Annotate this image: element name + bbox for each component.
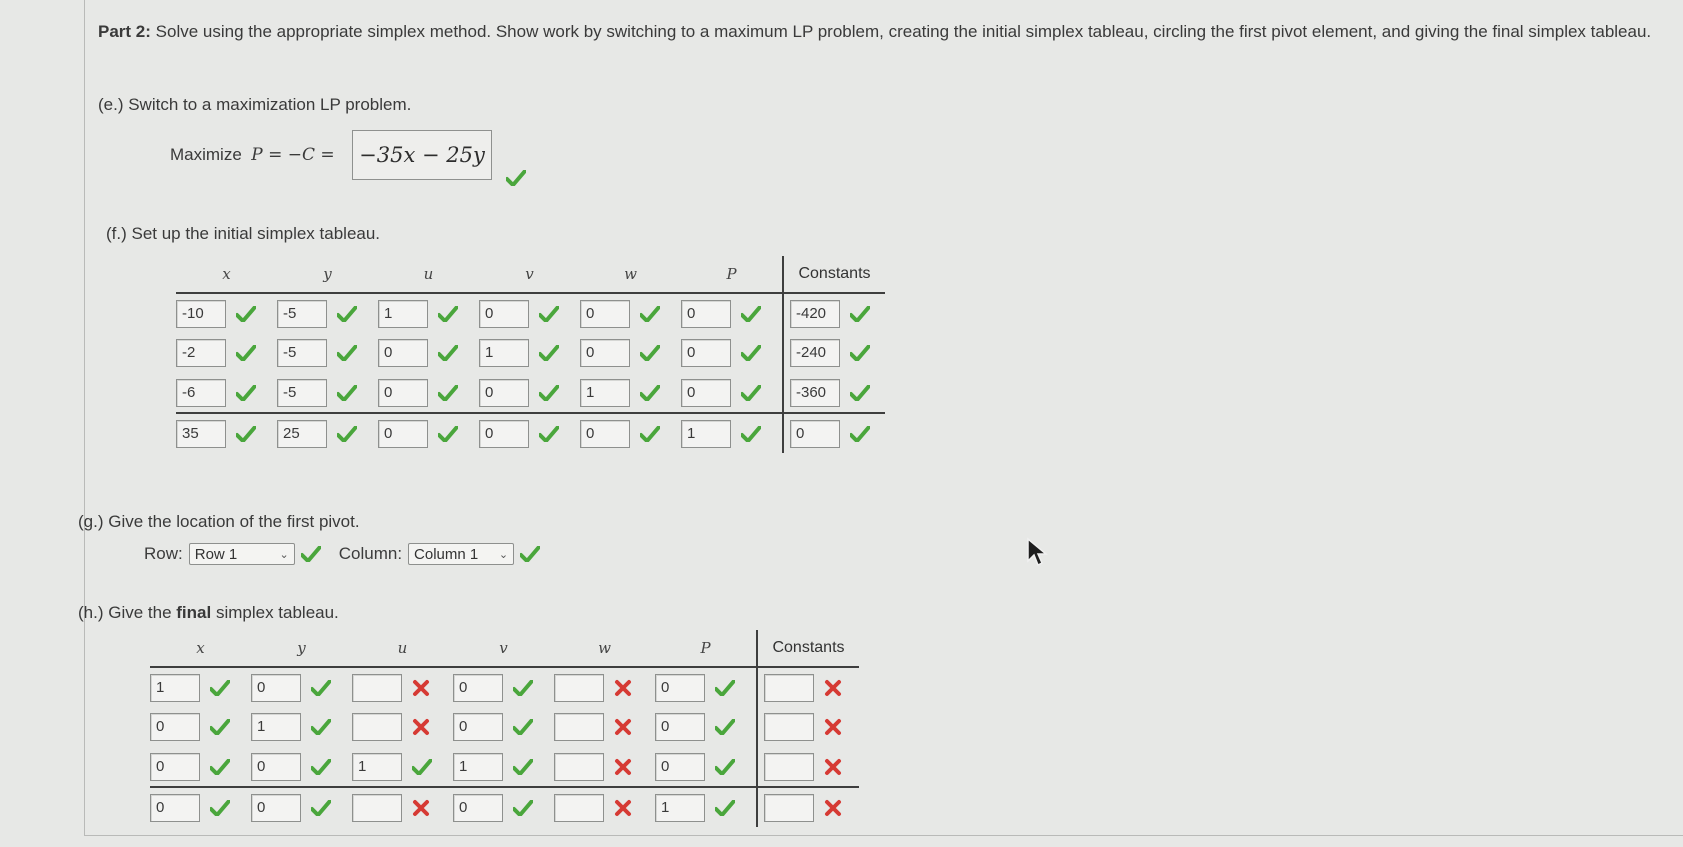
cell-wrapper: [655, 713, 756, 741]
x-mark-icon: [412, 679, 430, 697]
checkmark-icon: [539, 306, 559, 322]
cell-wrapper: [176, 339, 277, 367]
cell-wrapper: [554, 674, 655, 702]
tableau-entry-input[interactable]: 0: [479, 300, 529, 328]
column-header: u: [397, 639, 408, 657]
tableau-entry-input[interactable]: [352, 713, 402, 741]
tableau-entry-input[interactable]: -5: [277, 379, 327, 407]
final-simplex-tableau: [150, 630, 859, 827]
cell-wrapper: [150, 794, 251, 822]
cell-wrapper: [790, 300, 885, 328]
checkmark-icon: [236, 426, 256, 442]
tableau-entry-input[interactable]: [352, 674, 402, 702]
maximize-line: [170, 145, 335, 165]
checkmark-icon: [236, 385, 256, 401]
tableau-row: [176, 333, 885, 373]
checkmark-icon: [412, 759, 432, 775]
tableau-cell: [479, 333, 580, 373]
tableau-entry-input[interactable]: 0: [453, 794, 503, 822]
tableau-cell: [352, 787, 453, 827]
tableau-cell: [783, 373, 885, 413]
checkmark-icon: [311, 800, 331, 816]
objective-function-input[interactable]: −35x − 25y: [352, 130, 492, 180]
tableau-row: [176, 373, 885, 413]
tableau-cell: [378, 333, 479, 373]
tableau-cell: [176, 293, 277, 333]
cell-wrapper: [251, 713, 352, 741]
tableau-entry-input[interactable]: 1: [479, 339, 529, 367]
column-header: w: [598, 639, 611, 657]
cell-wrapper: [352, 794, 453, 822]
tableau-entry-input[interactable]: [554, 753, 604, 781]
tableau-cell: [453, 707, 554, 747]
x-mark-icon: [824, 679, 842, 697]
column-header: v: [499, 639, 508, 657]
tableau-entry-input[interactable]: -360: [790, 379, 840, 407]
checkmark-icon: [520, 546, 540, 562]
tableau-cell: [277, 333, 378, 373]
tableau-entry-input[interactable]: 1: [681, 420, 731, 448]
tableau-cell: [251, 747, 352, 787]
tableau-cell: [251, 707, 352, 747]
tableau-entry-input[interactable]: 0: [378, 379, 428, 407]
tableau-cell: [783, 333, 885, 373]
checkmark-icon: [210, 680, 230, 696]
cell-wrapper: [580, 420, 681, 448]
tableau-cell: [251, 787, 352, 827]
instructions-text: Solve using the appropriate simplex method. Show work by switching to a maximum LP problem, creating the initial simplex tableau, circling the first pivot element, and giving the final simplex tableau.: [155, 22, 1652, 41]
checkmark-icon: [741, 426, 761, 442]
tableau-entry-input[interactable]: [764, 794, 814, 822]
checkmark-icon: [715, 719, 735, 735]
checkmark-icon: [513, 759, 533, 775]
tableau-cell: [554, 787, 655, 827]
checkmark-icon: [337, 426, 357, 442]
cell-wrapper: [251, 753, 352, 781]
tableau-cell: [580, 373, 681, 413]
part-h-prompt-prefix: (h.) Give the: [78, 603, 177, 622]
tableau-cell: [554, 747, 655, 787]
tableau-cell: [681, 373, 783, 413]
tableau-cell: [655, 787, 757, 827]
tableau-cell: [757, 667, 859, 707]
row-select-value: Row 1: [194, 545, 238, 563]
checkmark-icon: [539, 426, 559, 442]
x-mark-icon: [614, 679, 632, 697]
x-mark-icon: [824, 799, 842, 817]
tableau-cell: [554, 707, 655, 747]
cell-wrapper: [277, 379, 378, 407]
tableau-cell: [757, 747, 859, 787]
column-header: v: [525, 265, 534, 283]
checkmark-icon: [337, 385, 357, 401]
maximize-label: Maximize: [170, 145, 242, 164]
cell-wrapper: [453, 753, 554, 781]
chevron-down-icon: ⌄: [498, 548, 509, 561]
tableau-row: [176, 293, 885, 333]
part-e-prompt: (e.) Switch to a maximization LP problem.: [98, 95, 412, 114]
tableau-cell: [580, 333, 681, 373]
tableau-entry-input[interactable]: 0: [378, 339, 428, 367]
cell-wrapper: [479, 339, 580, 367]
tableau-entry-input[interactable]: [554, 674, 604, 702]
cell-wrapper: [352, 713, 453, 741]
cell-wrapper: [790, 379, 885, 407]
tableau-row: [150, 747, 859, 787]
cell-wrapper: [790, 420, 885, 448]
tableau-cell: [580, 413, 681, 453]
checkmark-icon: [741, 345, 761, 361]
column-header: x: [222, 265, 231, 283]
tableau-cell: [655, 747, 757, 787]
checkmark-icon: [850, 306, 870, 322]
part-f-prompt: (f.) Set up the initial simplex tableau.: [106, 224, 381, 243]
column-header: w: [624, 265, 637, 283]
cell-wrapper: [554, 753, 655, 781]
tableau-cell: [554, 667, 655, 707]
checkmark-icon: [438, 306, 458, 322]
tableau-cell: [277, 293, 378, 333]
cell-wrapper: [790, 339, 885, 367]
cell-wrapper: [277, 300, 378, 328]
tableau-entry-input[interactable]: 0: [655, 674, 705, 702]
column-header: u: [423, 265, 434, 283]
part-h-prompt-suffix: simplex tableau.: [211, 603, 339, 622]
x-mark-icon: [412, 718, 430, 736]
tableau-cell: [176, 333, 277, 373]
tableau-entry-input[interactable]: 0: [150, 753, 200, 781]
tableau-entry-input[interactable]: [554, 794, 604, 822]
checkmark-icon: [236, 306, 256, 322]
tableau-entry-input[interactable]: 0: [580, 339, 630, 367]
cell-wrapper: [176, 420, 277, 448]
cell-wrapper: [150, 674, 251, 702]
tableau-cell: [453, 747, 554, 787]
cell-wrapper: [479, 300, 580, 328]
tableau-entry-input[interactable]: 25: [277, 420, 327, 448]
checkmark-icon: [438, 345, 458, 361]
cell-wrapper: [352, 753, 453, 781]
tableau-entry-input[interactable]: 0: [378, 420, 428, 448]
x-mark-icon: [824, 718, 842, 736]
tableau-entry-input[interactable]: 0: [580, 300, 630, 328]
checkmark-icon: [301, 546, 321, 562]
tableau-cell: [783, 293, 885, 333]
tableau-cell: [453, 787, 554, 827]
x-mark-icon: [614, 718, 632, 736]
tableau-entry-input[interactable]: 1: [580, 379, 630, 407]
x-mark-icon: [824, 758, 842, 776]
tableau-entry-input[interactable]: [764, 674, 814, 702]
cell-wrapper: [655, 753, 756, 781]
cell-wrapper: [378, 379, 479, 407]
tableau-entry-input[interactable]: 0: [479, 379, 529, 407]
cell-wrapper: [150, 753, 251, 781]
cell-wrapper: [251, 794, 352, 822]
tableau-entry-input[interactable]: 0: [251, 794, 301, 822]
checkmark-icon: [715, 759, 735, 775]
x-mark-icon: [412, 799, 430, 817]
tableau-entry-input[interactable]: 1: [352, 753, 402, 781]
checkmark-icon: [741, 306, 761, 322]
cell-wrapper: [655, 794, 756, 822]
cell-wrapper: [150, 713, 251, 741]
tableau-cell: [681, 293, 783, 333]
cell-wrapper: [681, 420, 782, 448]
cell-wrapper: [378, 420, 479, 448]
checkmark-icon: [715, 800, 735, 816]
row-label: Row:: [144, 544, 183, 563]
checkmark-icon: [337, 306, 357, 322]
cell-wrapper: [176, 300, 277, 328]
tableau-cell: [176, 413, 277, 453]
cell-wrapper: [378, 300, 479, 328]
equation-lhs: P = −C =: [251, 145, 335, 165]
tableau-entry-input[interactable]: 0: [150, 794, 200, 822]
instructions: [98, 20, 1668, 44]
column-header: Constants: [757, 630, 859, 667]
checkmark-icon: [311, 719, 331, 735]
tableau-cell: [352, 667, 453, 707]
column-header: P: [700, 639, 711, 657]
column-header: Constants: [783, 256, 885, 293]
checkmark-icon: [850, 345, 870, 361]
tableau-cell: [479, 373, 580, 413]
tableau-cell: [479, 413, 580, 453]
tableau-cell: [681, 333, 783, 373]
tableau-cell: [277, 413, 378, 453]
checkmark-icon: [513, 800, 533, 816]
tableau-entry-input[interactable]: -10: [176, 300, 226, 328]
tableau-row: [176, 413, 885, 453]
cell-wrapper: [681, 379, 782, 407]
tableau-entry-input[interactable]: 0: [790, 420, 840, 448]
tableau-cell: [453, 667, 554, 707]
cell-wrapper: [580, 300, 681, 328]
cell-wrapper: [479, 420, 580, 448]
cell-wrapper: [681, 300, 782, 328]
tableau-row: [150, 707, 859, 747]
tableau-cell: [681, 413, 783, 453]
tableau-entry-input[interactable]: -420: [790, 300, 840, 328]
x-mark-icon: [614, 758, 632, 776]
checkmark-icon: [210, 800, 230, 816]
tableau-cell: [176, 373, 277, 413]
tableau-row: [150, 787, 859, 827]
tableau-entry-input[interactable]: 0: [251, 674, 301, 702]
tableau-entry-input[interactable]: -6: [176, 379, 226, 407]
checkmark-icon: [311, 759, 331, 775]
tableau-entry-input[interactable]: 0: [655, 753, 705, 781]
tableau-entry-input[interactable]: 0: [453, 713, 503, 741]
tableau-entry-input[interactable]: 1: [378, 300, 428, 328]
pivot-location: [144, 543, 540, 565]
checkmark-icon: [640, 345, 660, 361]
checkmark-icon: [850, 426, 870, 442]
tableau-row: [150, 667, 859, 707]
cell-wrapper: [764, 753, 859, 781]
column-select[interactable]: [408, 543, 514, 565]
checkmark-icon: [210, 719, 230, 735]
tableau-cell: [352, 747, 453, 787]
tableau-cell: [378, 293, 479, 333]
cell-wrapper: [479, 379, 580, 407]
tableau-entry-input[interactable]: 1: [655, 794, 705, 822]
cell-wrapper: [764, 794, 859, 822]
cell-wrapper: [176, 379, 277, 407]
tableau-entry-input[interactable]: 0: [150, 713, 200, 741]
checkmark-icon: [539, 345, 559, 361]
cell-wrapper: [453, 713, 554, 741]
part-g-prompt: (g.) Give the location of the first pivot.: [78, 512, 360, 531]
checkmark-icon: [438, 385, 458, 401]
tableau-entry-input[interactable]: 0: [251, 753, 301, 781]
checkmark-icon: [640, 306, 660, 322]
cell-wrapper: [681, 339, 782, 367]
column-label: Column:: [338, 544, 403, 563]
tableau-entry-input[interactable]: 0: [681, 339, 731, 367]
cell-wrapper: [251, 674, 352, 702]
column-header: y: [323, 265, 332, 283]
tableau-entry-input[interactable]: 1: [453, 753, 503, 781]
initial-simplex-tableau: [176, 256, 885, 453]
tableau-cell: [783, 413, 885, 453]
tableau-entry-input[interactable]: 0: [479, 420, 529, 448]
part-h-prompt-bold: final: [176, 603, 212, 622]
tableau-cell: [757, 787, 859, 827]
tableau-entry-input[interactable]: [554, 713, 604, 741]
tableau-entry-input[interactable]: -5: [277, 300, 327, 328]
checkmark-icon: [640, 385, 660, 401]
cell-wrapper: [580, 379, 681, 407]
cell-wrapper: [554, 794, 655, 822]
tableau-cell: [378, 413, 479, 453]
part-h-prompt: [78, 603, 339, 623]
cell-wrapper: [277, 339, 378, 367]
cell-wrapper: [352, 674, 453, 702]
cell-wrapper: [655, 674, 756, 702]
cell-wrapper: [378, 339, 479, 367]
tableau-entry-input[interactable]: 1: [251, 713, 301, 741]
tableau-cell: [150, 747, 251, 787]
checkmark-icon: [513, 680, 533, 696]
checkmark-icon: [715, 680, 735, 696]
cell-wrapper: [580, 339, 681, 367]
checkmark-icon: [850, 385, 870, 401]
tableau-cell: [655, 667, 757, 707]
tableau-entry-input[interactable]: 0: [681, 300, 731, 328]
column-select-value: Column 1: [414, 545, 479, 563]
tableau-entry-input[interactable]: -240: [790, 339, 840, 367]
row-select[interactable]: [189, 543, 295, 565]
checkmark-icon: [337, 345, 357, 361]
column-header: y: [297, 639, 306, 657]
tableau-cell: [580, 293, 681, 333]
column-header: P: [726, 265, 737, 283]
chevron-down-icon: ⌄: [279, 548, 289, 561]
tableau-cell: [277, 373, 378, 413]
tableau-cell: [479, 293, 580, 333]
cell-wrapper: [764, 713, 859, 741]
tableau-entry-input[interactable]: 0: [580, 420, 630, 448]
checkmark-icon: [506, 170, 526, 186]
tableau-cell: [352, 707, 453, 747]
checkmark-icon: [741, 385, 761, 401]
tableau-entry-input[interactable]: 0: [655, 713, 705, 741]
tableau-entry-input[interactable]: 1: [150, 674, 200, 702]
cell-wrapper: [554, 713, 655, 741]
tableau-cell: [378, 373, 479, 413]
column-header: x: [196, 639, 205, 657]
tableau-entry-input[interactable]: 0: [681, 379, 731, 407]
tableau-entry-input[interactable]: 0: [453, 674, 503, 702]
tableau-entry-input[interactable]: [764, 713, 814, 741]
checkmark-icon: [438, 426, 458, 442]
checkmark-icon: [640, 426, 660, 442]
cell-wrapper: [764, 674, 859, 702]
checkmark-icon: [513, 719, 533, 735]
cell-wrapper: [453, 794, 554, 822]
tableau-cell: [150, 787, 251, 827]
tableau-cell: [655, 707, 757, 747]
checkmark-icon: [311, 680, 331, 696]
tableau-cell: [150, 667, 251, 707]
cell-wrapper: [277, 420, 378, 448]
tableau-cell: [150, 707, 251, 747]
tableau-entry-input[interactable]: -2: [176, 339, 226, 367]
tableau-cell: [757, 707, 859, 747]
checkmark-icon: [236, 345, 256, 361]
tableau-entry-input[interactable]: [352, 794, 402, 822]
checkmark-icon: [210, 759, 230, 775]
tableau-entry-input[interactable]: 35: [176, 420, 226, 448]
mouse-cursor-icon: [1026, 537, 1048, 567]
tableau-entry-input[interactable]: [764, 753, 814, 781]
tableau-cell: [251, 667, 352, 707]
cell-wrapper: [453, 674, 554, 702]
tableau-entry-input[interactable]: -5: [277, 339, 327, 367]
part-label: Part 2:: [98, 22, 151, 41]
checkmark-icon: [539, 385, 559, 401]
x-mark-icon: [614, 799, 632, 817]
